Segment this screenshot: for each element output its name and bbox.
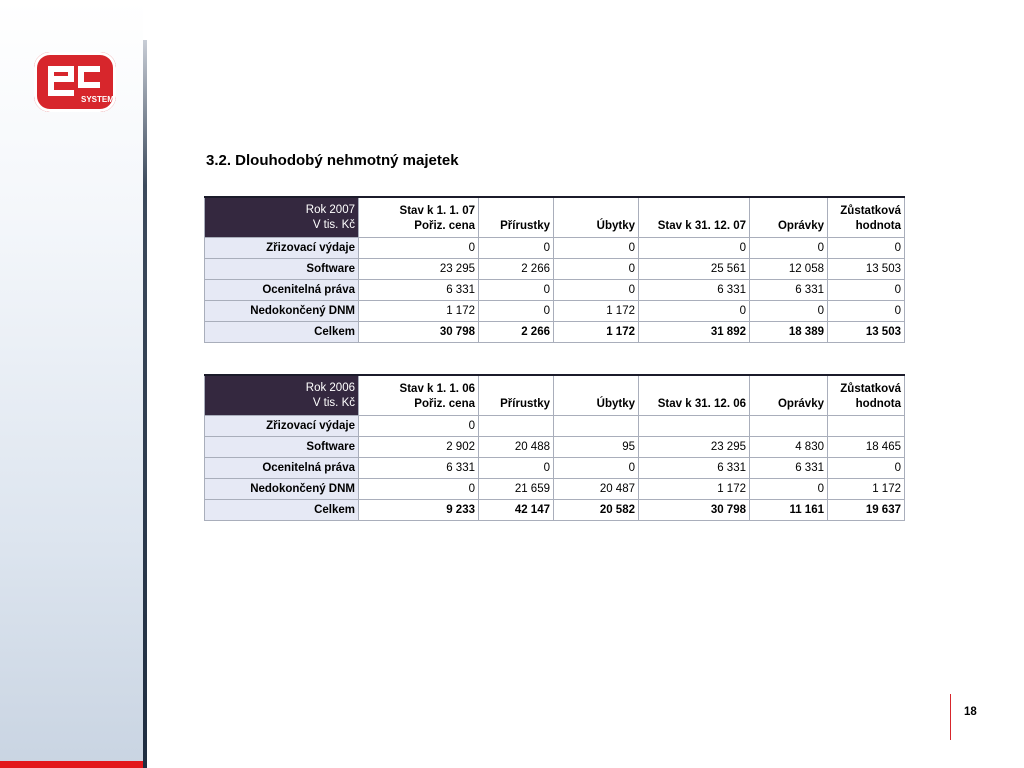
table-row (205, 437, 905, 458)
table-row (205, 280, 905, 301)
value-cell: 0 (828, 301, 905, 322)
column-header-line (557, 382, 635, 397)
page-title: 3.2. Dlouhodobý nehmotný majetek (206, 152, 459, 169)
table-row (205, 416, 905, 437)
sidebar-panel (0, 0, 143, 768)
column-header (554, 197, 639, 238)
year-header-cell (205, 375, 359, 416)
column-header-line: Zůstatková (840, 383, 901, 395)
logo-text: SYSTEM (81, 95, 114, 104)
table-row (205, 238, 905, 259)
column-header (554, 375, 639, 416)
value-cell: 0 (479, 238, 554, 259)
row-label: Zřizovací výdaje (205, 238, 359, 259)
row-label: Nedokončený DNM (205, 479, 359, 500)
row-label: Celkem (205, 322, 359, 343)
column-header-line: Úbytky (596, 398, 635, 410)
table-2007 (204, 196, 905, 343)
value-cell: 4 830 (750, 437, 828, 458)
column-header-line: Přírustky (500, 398, 550, 410)
value-cell: 6 331 (750, 280, 828, 301)
value-cell: 0 (828, 238, 905, 259)
year-label: Rok 2007 (305, 204, 355, 216)
column-header-line (557, 204, 635, 219)
value-cell: 0 (639, 301, 750, 322)
value-cell: 6 331 (639, 458, 750, 479)
column-header-line: hodnota (855, 220, 901, 232)
value-cell: 6 331 (359, 458, 479, 479)
column-header (359, 375, 479, 416)
value-cell: 0 (554, 238, 639, 259)
column-header (359, 197, 479, 238)
value-cell: 42 147 (479, 500, 554, 521)
value-cell: 0 (359, 416, 479, 437)
value-cell: 6 331 (750, 458, 828, 479)
column-header-line: Stav k 31. 12. 06 (657, 398, 746, 410)
value-cell: 1 172 (554, 301, 639, 322)
total-row (205, 322, 905, 343)
column-header-line: Pořiz. cena (414, 220, 475, 232)
header-row (205, 197, 905, 238)
page-number-divider (950, 694, 951, 740)
column-header (479, 197, 554, 238)
value-cell: 0 (479, 458, 554, 479)
column-header (639, 375, 750, 416)
value-cell: 18 389 (750, 322, 828, 343)
column-header (750, 197, 828, 238)
column-header (828, 197, 905, 238)
column-header-line: Pořiz. cena (414, 398, 475, 410)
value-cell: 2 266 (479, 322, 554, 343)
value-cell: 95 (554, 437, 639, 458)
value-cell: 30 798 (359, 322, 479, 343)
value-cell: 2 902 (359, 437, 479, 458)
value-cell: 0 (479, 301, 554, 322)
value-cell: 9 233 (359, 500, 479, 521)
value-cell (639, 416, 750, 437)
value-cell: 0 (479, 280, 554, 301)
value-cell: 0 (828, 280, 905, 301)
value-cell: 31 892 (639, 322, 750, 343)
table-row (205, 458, 905, 479)
column-header (750, 375, 828, 416)
value-cell: 20 487 (554, 479, 639, 500)
column-header-line (482, 382, 550, 397)
value-cell: 30 798 (639, 500, 750, 521)
page-number: 18 (964, 706, 977, 718)
column-header-line: Stav k 1. 1. 07 (399, 205, 475, 217)
sidebar-edge (143, 40, 147, 768)
value-cell: 23 295 (639, 437, 750, 458)
column-header (828, 375, 905, 416)
value-cell: 0 (828, 458, 905, 479)
row-label: Zřizovací výdaje (205, 416, 359, 437)
row-label: Celkem (205, 500, 359, 521)
value-cell (750, 416, 828, 437)
table-row (205, 259, 905, 280)
value-cell: 0 (359, 238, 479, 259)
column-header-line (753, 382, 824, 397)
value-cell: 0 (359, 479, 479, 500)
year-header-cell (205, 197, 359, 238)
value-cell: 21 659 (479, 479, 554, 500)
value-cell: 11 161 (750, 500, 828, 521)
row-label: Nedokončený DNM (205, 301, 359, 322)
value-cell: 1 172 (639, 479, 750, 500)
value-cell: 1 172 (359, 301, 479, 322)
value-cell: 13 503 (828, 322, 905, 343)
value-cell (479, 416, 554, 437)
value-cell (554, 416, 639, 437)
column-header-line (642, 204, 746, 219)
table-row (205, 479, 905, 500)
column-header-line: Stav k 1. 1. 06 (399, 383, 475, 395)
unit-label: V tis. Kč (312, 397, 355, 409)
value-cell: 13 503 (828, 259, 905, 280)
value-cell: 1 172 (554, 322, 639, 343)
value-cell: 0 (750, 301, 828, 322)
row-label: Software (205, 259, 359, 280)
column-header-line (642, 382, 746, 397)
unit-label: V tis. Kč (312, 219, 355, 231)
value-cell: 20 488 (479, 437, 554, 458)
value-cell: 0 (750, 479, 828, 500)
total-row (205, 500, 905, 521)
company-logo (34, 52, 116, 112)
value-cell: 1 172 (828, 479, 905, 500)
column-header-line: Oprávky (777, 398, 824, 410)
table-2006 (204, 374, 905, 521)
logo-glyph (34, 52, 116, 112)
value-cell: 0 (750, 238, 828, 259)
value-cell: 6 331 (359, 280, 479, 301)
value-cell: 18 465 (828, 437, 905, 458)
column-header-line: Oprávky (777, 220, 824, 232)
column-header-line (753, 204, 824, 219)
value-cell: 20 582 (554, 500, 639, 521)
row-label: Software (205, 437, 359, 458)
value-cell: 6 331 (639, 280, 750, 301)
column-header-line: Přírustky (500, 220, 550, 232)
value-cell: 2 266 (479, 259, 554, 280)
header-row (205, 375, 905, 416)
value-cell: 0 (639, 238, 750, 259)
value-cell (828, 416, 905, 437)
column-header (479, 375, 554, 416)
value-cell: 0 (554, 259, 639, 280)
column-header-line: Zůstatková (840, 205, 901, 217)
table-row (205, 301, 905, 322)
column-header-line: Stav k 31. 12. 07 (657, 220, 746, 232)
year-label: Rok 2006 (305, 382, 355, 394)
value-cell: 19 637 (828, 500, 905, 521)
value-cell: 12 058 (750, 259, 828, 280)
value-cell: 0 (554, 280, 639, 301)
column-header (639, 197, 750, 238)
row-label: Ocenitelná práva (205, 280, 359, 301)
value-cell: 25 561 (639, 259, 750, 280)
row-label: Ocenitelná práva (205, 458, 359, 479)
value-cell: 23 295 (359, 259, 479, 280)
bottom-accent-bar (0, 761, 143, 768)
column-header-line: Úbytky (596, 220, 635, 232)
column-header-line (482, 204, 550, 219)
column-header-line: hodnota (855, 398, 901, 410)
value-cell: 0 (554, 458, 639, 479)
